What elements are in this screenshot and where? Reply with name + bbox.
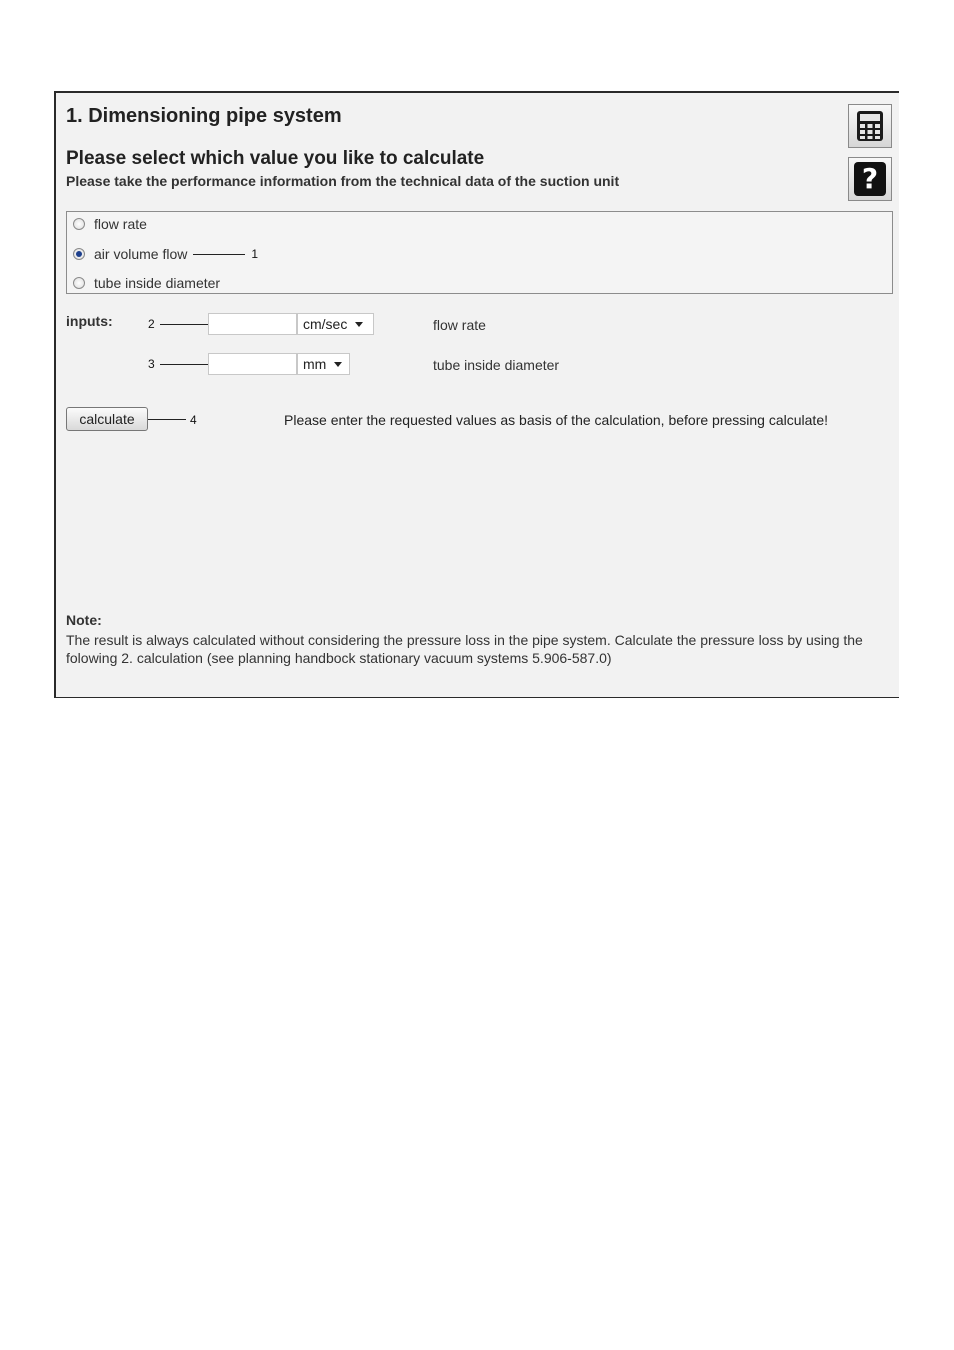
calculator-icon: [856, 110, 884, 142]
option-label: tube inside diameter: [94, 275, 221, 291]
calculator-panel: [54, 91, 899, 698]
tube-diameter-label: tube inside diameter: [433, 357, 560, 373]
diameter-unit-select[interactable]: [297, 353, 350, 375]
flow-rate-input[interactable]: [208, 313, 297, 335]
callout-line: [193, 254, 245, 255]
selected-unit: mm: [303, 356, 327, 372]
inputs-label: inputs:: [66, 313, 113, 329]
callout-number: 2: [148, 317, 155, 331]
option-tube-inside-diameter[interactable]: [73, 274, 220, 292]
chevron-down-icon: [355, 322, 363, 327]
help-button[interactable]: [848, 157, 892, 201]
note-text: The result is always calculated without considering the pressure loss in the pipe system. Calculate the pressure loss by using the folowing 2. calculation (see planning handbock stationary vacuum systems 5.906-587.0): [66, 632, 863, 666]
flow-rate-unit-select[interactable]: [297, 313, 374, 335]
note-heading: Note:: [66, 612, 102, 628]
callout-number: 3: [148, 357, 155, 371]
flow-rate-label: flow rate: [433, 317, 486, 333]
option-flow-rate[interactable]: [73, 215, 147, 233]
option-label: flow rate: [94, 216, 147, 232]
callout-number: 4: [190, 413, 197, 427]
calculation-option-group: [66, 211, 893, 294]
radio-flow-rate[interactable]: [73, 218, 85, 230]
help-icon: ?: [854, 162, 886, 196]
calculate-button[interactable]: calculate: [66, 407, 148, 431]
option-label: air volume flow: [94, 246, 188, 262]
callout-number: 1: [251, 247, 259, 261]
radio-tube-inside-diameter[interactable]: [73, 277, 85, 289]
selected-unit: cm/sec: [303, 316, 348, 332]
callout-line: [148, 419, 186, 420]
option-air-volume-flow[interactable]: [73, 245, 258, 263]
chevron-down-icon: [334, 362, 342, 367]
section-heading: Please select which value you like to calculate: [66, 148, 485, 169]
instruction-text: Please take the performance information from the technical data of the suction unit: [66, 173, 620, 189]
tube-diameter-input[interactable]: [208, 353, 297, 375]
status-message: Please enter the requested values as basis of the calculation, before pressing calculate!: [284, 412, 828, 428]
calculator-button[interactable]: [848, 104, 892, 148]
page-title: 1. Dimensioning pipe system: [66, 105, 342, 127]
radio-air-volume-flow[interactable]: [73, 248, 85, 260]
